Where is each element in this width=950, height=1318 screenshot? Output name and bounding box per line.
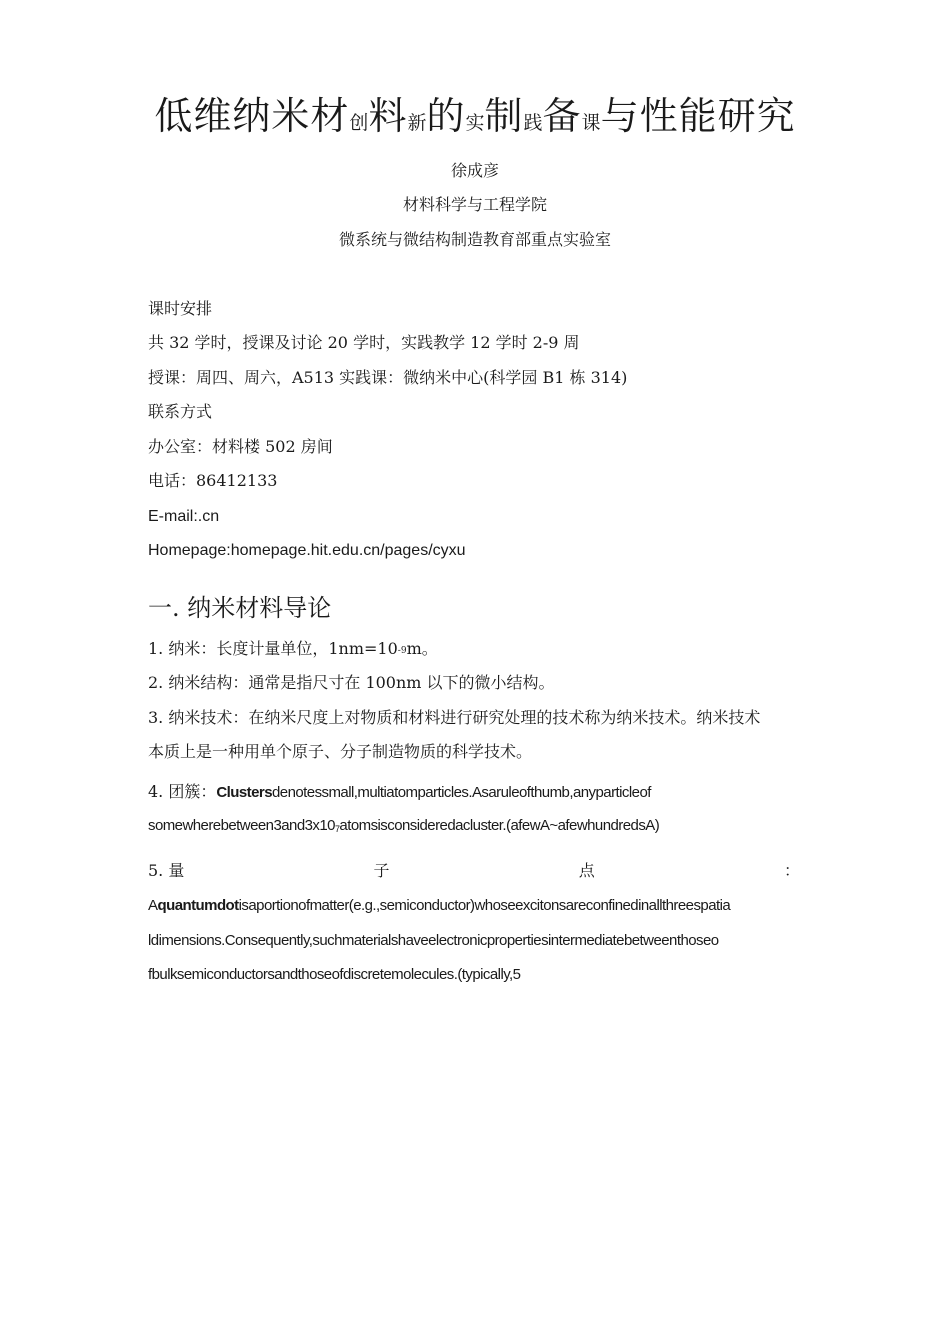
- item-text: atomsisconsideredacluster.(afewA~afewhundredsA): [339, 817, 660, 834]
- item-text: isaportionofmatter(e.g.,semiconductor)whoseexcitonsareconfinedinallthreespatia: [238, 897, 731, 914]
- contact-email: E-mail:.cn: [148, 508, 220, 525]
- title-part: 制: [484, 94, 524, 138]
- list-item-5-line-2: ldimensions.Consequently,suchmaterialshaveelectronicpropertiesintermediatebetweenthoseo: [148, 932, 719, 949]
- title-overlay-char: 践: [523, 112, 543, 134]
- exponent: 7: [334, 824, 340, 834]
- document-title: [0, 92, 950, 147]
- item-text: 4. 团簇：: [148, 782, 217, 801]
- contact-phone: 电话：86412133: [148, 471, 278, 490]
- item-bold-term: quantumdot: [157, 897, 239, 914]
- item-text: m。: [406, 639, 438, 658]
- title-overlay-char: 新: [407, 112, 427, 134]
- item-text: 点: [578, 861, 595, 880]
- title-overlay-char: 课: [581, 112, 601, 134]
- contact-homepage: Homepage:homepage.hit.edu.cn/pages/cyxu: [148, 542, 466, 559]
- school-name: 材料科学与工程学院: [402, 195, 547, 214]
- schedule-heading: 课时安排: [148, 299, 213, 318]
- author-name: 徐成彦: [450, 161, 499, 180]
- lab-name: 微系统与微结构制造教育部重点实验室: [338, 230, 611, 249]
- item-text: denotessmall,multiatomparticles.Asaruleofthumb,anyparticleof: [271, 784, 651, 801]
- schedule-hours: 共 32 学时，授课及讨论 20 学时，实践教学 12 学时 2-9 周: [148, 333, 580, 352]
- list-item-1: [148, 638, 438, 663]
- section-title: 一. 纳米材料导论: [148, 594, 332, 622]
- list-item-5-heading: [148, 860, 800, 882]
- title-part: 低维纳米材: [154, 94, 350, 138]
- list-item-2: 2. 纳米结构：通常是指尺寸在 100nm 以下的微小结构。: [148, 673, 555, 692]
- list-item-4-line-2: [148, 815, 659, 838]
- list-item-4-line-1: [148, 781, 651, 804]
- title-overlay-char: 创: [349, 112, 369, 134]
- list-item-3-line-2: 本质上是一种用单个原子、分子制造物质的科学技术。: [148, 742, 533, 761]
- title-part: 备: [542, 94, 582, 138]
- item-text: somewherebetween3and3x10: [148, 817, 335, 834]
- list-item-5-line-1: [148, 895, 730, 917]
- contact-office: 办公室：材料楼 502 房间: [148, 437, 333, 456]
- item-text: 5. 量: [148, 861, 185, 880]
- item-bold-term: Clusters: [216, 784, 272, 801]
- exponent: -9: [397, 646, 407, 656]
- title-part: 料: [368, 94, 408, 138]
- title-overlay-char: 实: [465, 112, 485, 134]
- item-text: 1. 纳米：长度计量单位，1nm=10: [148, 639, 398, 658]
- item-text: A: [148, 897, 158, 914]
- schedule-place: 授课：周四、周六，A513 实践课：微纳米中心(科学园 B1 栋 314): [148, 368, 628, 387]
- item-text: 子: [373, 861, 390, 880]
- title-part: 与性能研究: [600, 94, 796, 138]
- title-part: 的: [426, 94, 466, 138]
- list-item-5-line-3: fbulksemiconductorsandthoseofdiscretemolecules.(typically,5: [148, 966, 521, 983]
- list-item-3-line-1: 3. 纳米技术：在纳米尺度上对物质和材料进行研究处理的技术称为纳米技术。纳米技术: [148, 708, 761, 727]
- contact-heading: 联系方式: [148, 402, 213, 421]
- item-text: ：: [783, 861, 800, 880]
